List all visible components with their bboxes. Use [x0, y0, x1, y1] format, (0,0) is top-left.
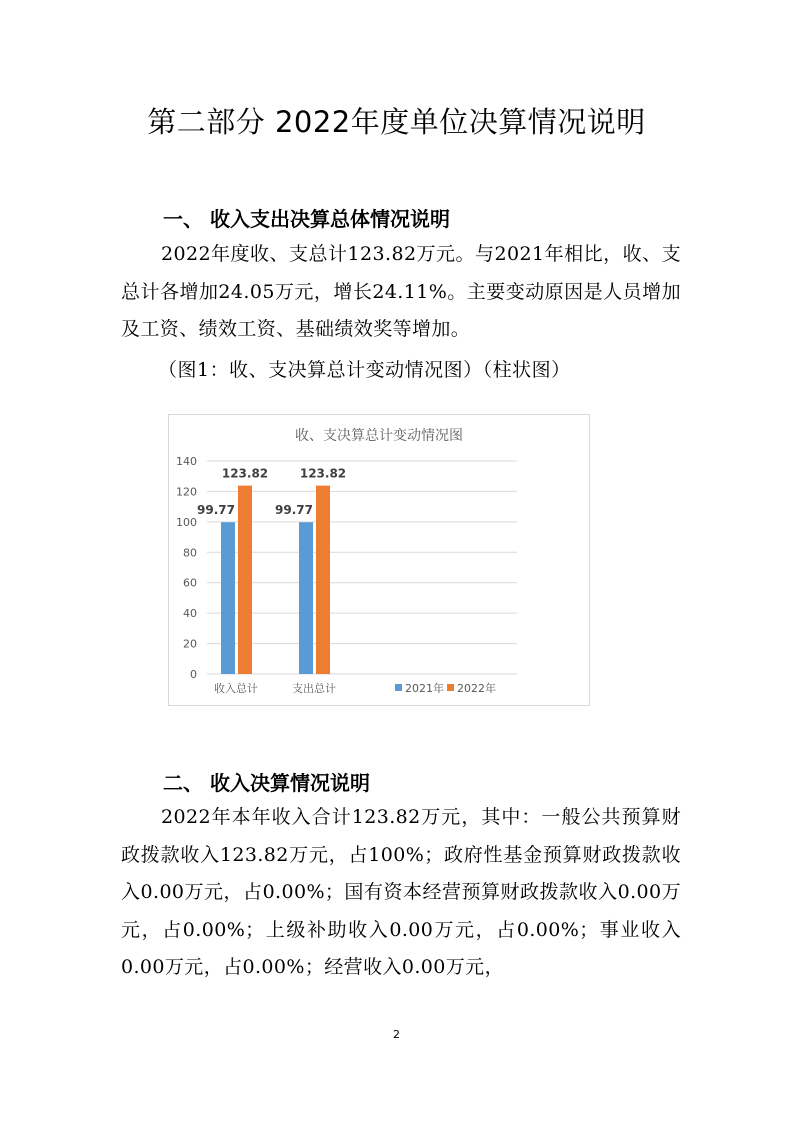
bar-chart-svg: [169, 415, 589, 705]
bar-2022年-支出总计: [316, 486, 330, 674]
bar-2022年-收入总计: [238, 486, 252, 674]
data-label: 99.77: [275, 503, 313, 518]
bar-chart: [168, 414, 590, 706]
legend-swatch: [447, 684, 454, 691]
legend-swatch: [395, 684, 402, 691]
y-tick-label: 0: [190, 668, 197, 681]
y-tick-label: 100: [176, 515, 197, 529]
y-tick-label: 60: [183, 576, 197, 590]
data-label: 123.82: [299, 466, 347, 481]
x-category-label: 收入总计: [214, 682, 258, 695]
legend-label: 2022年: [457, 682, 496, 695]
y-tick-label: 20: [183, 637, 197, 651]
bar-2021年-支出总计: [299, 522, 313, 674]
figure-caption: （图1：收、支决算总计变动情况图）（柱状图）: [158, 359, 571, 381]
y-tick-label: 80: [183, 546, 197, 560]
legend-label: 2021年: [405, 682, 444, 695]
y-tick-label: 40: [183, 607, 197, 621]
section-2-paragraph: 2022年本年收入合计123.82万元，其中：一般公共预算财政拨款收入123.82万元，占100%；政府性基金预算财政拨款收入0.00万元，占0.00%；国有资本经营预算财政拨款收入0.00万元，占0.00%；上级补助收入0.00万元，占0.00%；事业收入0.00万元，占0.00%；经营收入0.00万元，: [121, 806, 681, 978]
page-number: 2: [393, 1028, 400, 1041]
y-tick-label: 120: [176, 485, 197, 499]
x-category-label: 支出总计: [292, 682, 336, 695]
section-heading-2: 二、 收入决算情况说明: [163, 771, 370, 795]
section-1-paragraph: 2022年度收、支总计123.82万元。与2021年相比，收、支总计各增加24.05万元，增长24.11%。主要变动原因是人员增加及工资、绩效工资、基础绩效奖等增加。: [121, 243, 681, 340]
data-label: 123.82: [221, 466, 269, 481]
chart-title: 收、支决算总计变动情况图: [295, 428, 463, 444]
data-label: 99.77: [197, 503, 235, 518]
section-heading-1: 一、 收入支出决算总体情况说明: [163, 207, 450, 231]
y-tick-label: 140: [176, 455, 197, 468]
page-title: 第二部分 2022年度单位决算情况说明: [147, 105, 646, 139]
bar-2021年-收入总计: [221, 522, 235, 674]
